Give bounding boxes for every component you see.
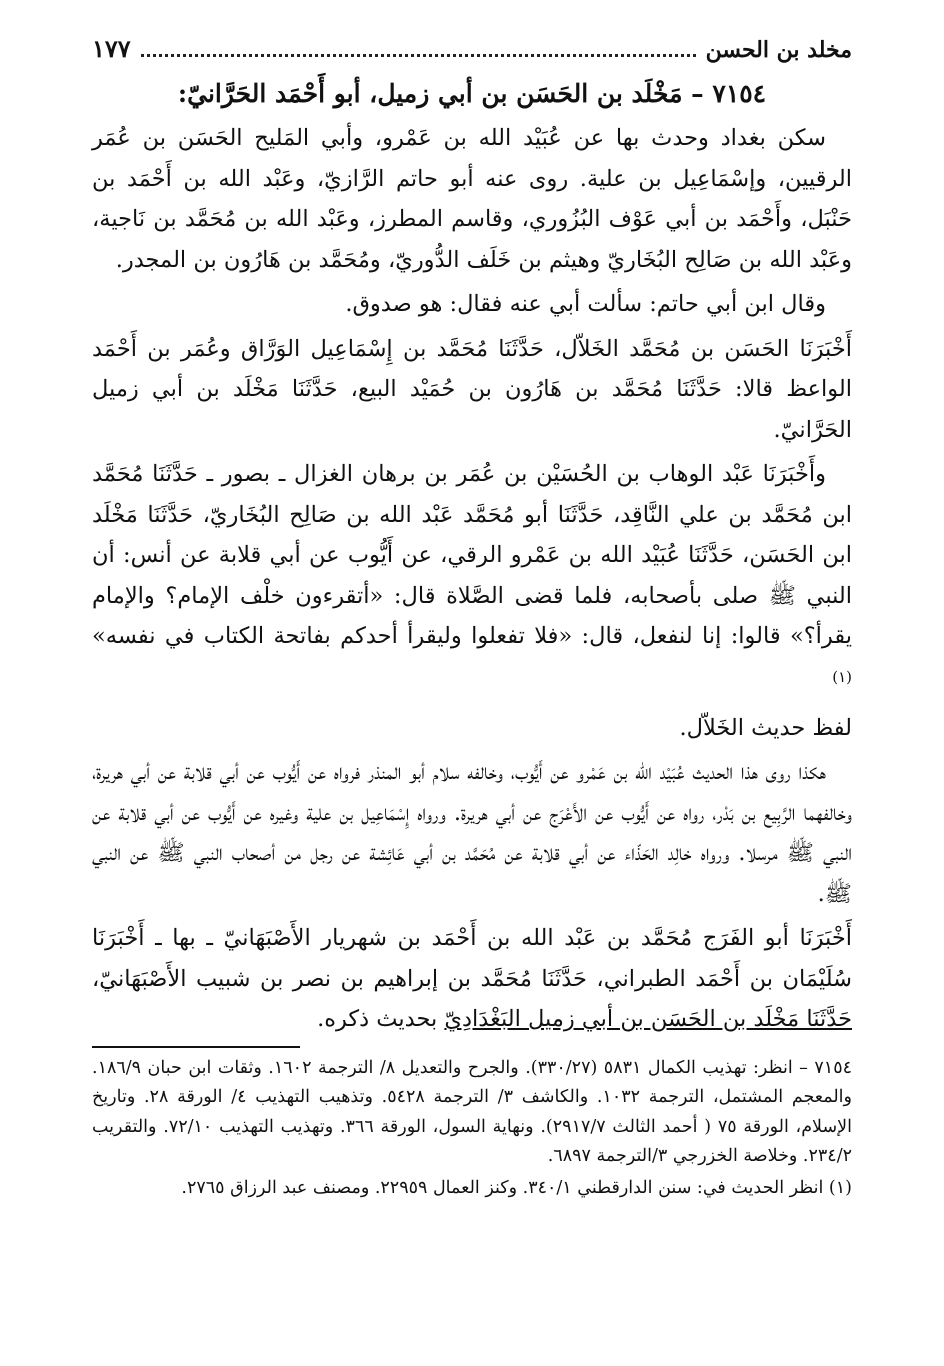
paragraph-hadith <box>92 454 852 704</box>
running-header <box>92 34 852 70</box>
isnad-2-end: بحديث ذكره. <box>317 1006 445 1032</box>
isnad-2-text: أَخْبَرَنَا أبو الفَرَج مُحَمَّد بن عَبْد الله بن أَحْمَد بن شهريار الأَصْبَهَانيّ ـ بها ـ أَخْبَرَنَا سُلَيْمَان بن أَحْمَد الطبراني، حَدَّثَنَا مُحَمَّد بن إبراهيم بن نصر بن شبيب الأَصْبَهَانيّ، <box>92 925 852 992</box>
dotted-leader <box>141 40 696 57</box>
footnotes <box>92 1054 852 1204</box>
book-page <box>92 34 852 1203</box>
footnote-separator <box>92 1046 300 1048</box>
paragraph-assessment: وقال ابن أبي حاتم: سألت أبي عنه فقال: هو صدوق. <box>345 291 826 317</box>
paragraph-isnad-1: أَخْبَرَنَا الحَسَن بن مُحَمَّد الخَلاّل، حَدَّثَنَا مُحَمَّد بن إِسْمَاعِيل الوَرَّاق وعُمَر بن أَحْمَد الواعظ قالا: حَدَّثَنَا مُحَمَّد بن هَارُون بن حُمَيْد البيع، حَدَّثَنَا مَخْلَد بن أبي زميل الحَرَّانيّ. <box>92 335 852 443</box>
underlined-narration: حَدَّثَنَا مَخْلَد بن الحَسَن بن أبي زميل البَغْدَادِيّ <box>444 1006 852 1032</box>
entry-title: ٧١٥٤ – مَخْلَد بن الحَسَن بن أبي زميل، أبو أَحْمَد الحَرَّانيّ: <box>177 79 767 108</box>
paragraph-wording-note: لفظ حديث الخَلاّل. <box>679 714 852 741</box>
paragraph-isnad-2 <box>92 918 852 1040</box>
footnote-reference: (١) <box>832 667 852 686</box>
page-number: ١٧٧ <box>92 34 131 63</box>
paragraph-biography: سكن بغداد وحدث بها عن عُبَيْد الله بن عَمْرو، وأبي المَليح الحَسَن بن عُمَر الرقيين، وإسْمَاعِيل بن علية. روى عنه أبو حاتم الرَّازيّ، وعَبْد الله بن أَحْمَد بن حَنْبَل، وأَحْمَد بن أبي عَوْف البُزُوري، وقاسم المطرز، وعَبْد الله بن مُحَمَّد بن نَاجية، وعَبْد الله بن صَالِح البُخَاريّ وهيثم بن خَلَف الدُّوريّ، ومُحَمَّد بن هَارُون بن المجدر. <box>92 125 852 273</box>
paragraph-variants: هكذا روى هذا الحديث عُبَيْد الله بن عَمْرو عن أَيُّوب، وخالفه سلام أبو المنذر فرواه عن أَيُّوب عن أبي قلابة عن أبي هريرة، وخالفهما الرَّبِيع بن بَدْر، رواه عن أَيُّوب عن الأَعْرَج عن أبي هريرة. ورواه إِسْمَاعِيل بن علية وغيره عن أَيُّوب عن أبي قلابة عن النبي ﷺ مرسلا. ورواه خالِد الحَذّاء عن أبي قلابة عن مُحَمَّد بن أبي عَائِشة عن رجل من أصحاب النبي ﷺ عن النبي ﷺ. <box>92 759 852 907</box>
footnote-sources: ٧١٥٤ – انظر: تهذيب الكمال ٥٨٣١ (٣٣٠/٢٧). والجرح والتعديل ٨/ الترجمة ١٦٠٢. وثقات ابن حبان ١٨٦/٩. والمعجم المشتمل، الترجمة ١٠٣٢. والكاشف ٣/ الترجمة ٥٤٢٨. وتذهيب التهذيب ٤/ الورقة ٢٨. وتاريخ الإسلام، الورقة ٧٥ ( أحمد الثالث ٢٩١٧/٧). ونهاية السول، الورقة ٣٦٦. وتهذيب التهذيب ٧٢/١٠. والتقريب ٢٣٤/٢. وخلاصة الخزرجي ٣/الترجمة ٦٨٩٧. <box>92 1057 852 1166</box>
hadith-text: وأَخْبَرَنَا عَبْد الوهاب بن الحُسَيْن بن عُمَر بن برهان الغزال ـ بصور ـ حَدَّثَنَا مُحَمَّد ابن مُحَمَّد بن علي النَّاقِد، حَدَّثَنَا أبو مُحَمَّد عَبْد الله بن صَالِح البُخَاريّ، حَدَّثَنَا مَخْلَد ابن الحَسَن، حَدَّثَنَا عُبَيْد الله بن عَمْرو الرقي، عن أَيُّوب عن أبي قلابة عن أنس: أن النبي ﷺ صلى بأصحابه، فلما قضى الصَّلاة قال: «أتقرءون خلْف الإمام؟ والإمام يقرأ؟» قالوا: إنا لنفعل، قال: «فلا تفعلوا وليقرأ أحدكم بفاتحة الكتاب في نفسه» <box>92 461 852 649</box>
running-title: مخلد بن الحسن <box>705 37 852 63</box>
footnote-separator-wrap <box>92 1040 852 1054</box>
footnote-hadith: (١) انظر الحديث في: سنن الدارقطني ٣٤٠/١. وكنز العمال ٢٢٩٥٩. ومصنف عبد الرزاق ٢٧٦٥. <box>181 1177 852 1198</box>
